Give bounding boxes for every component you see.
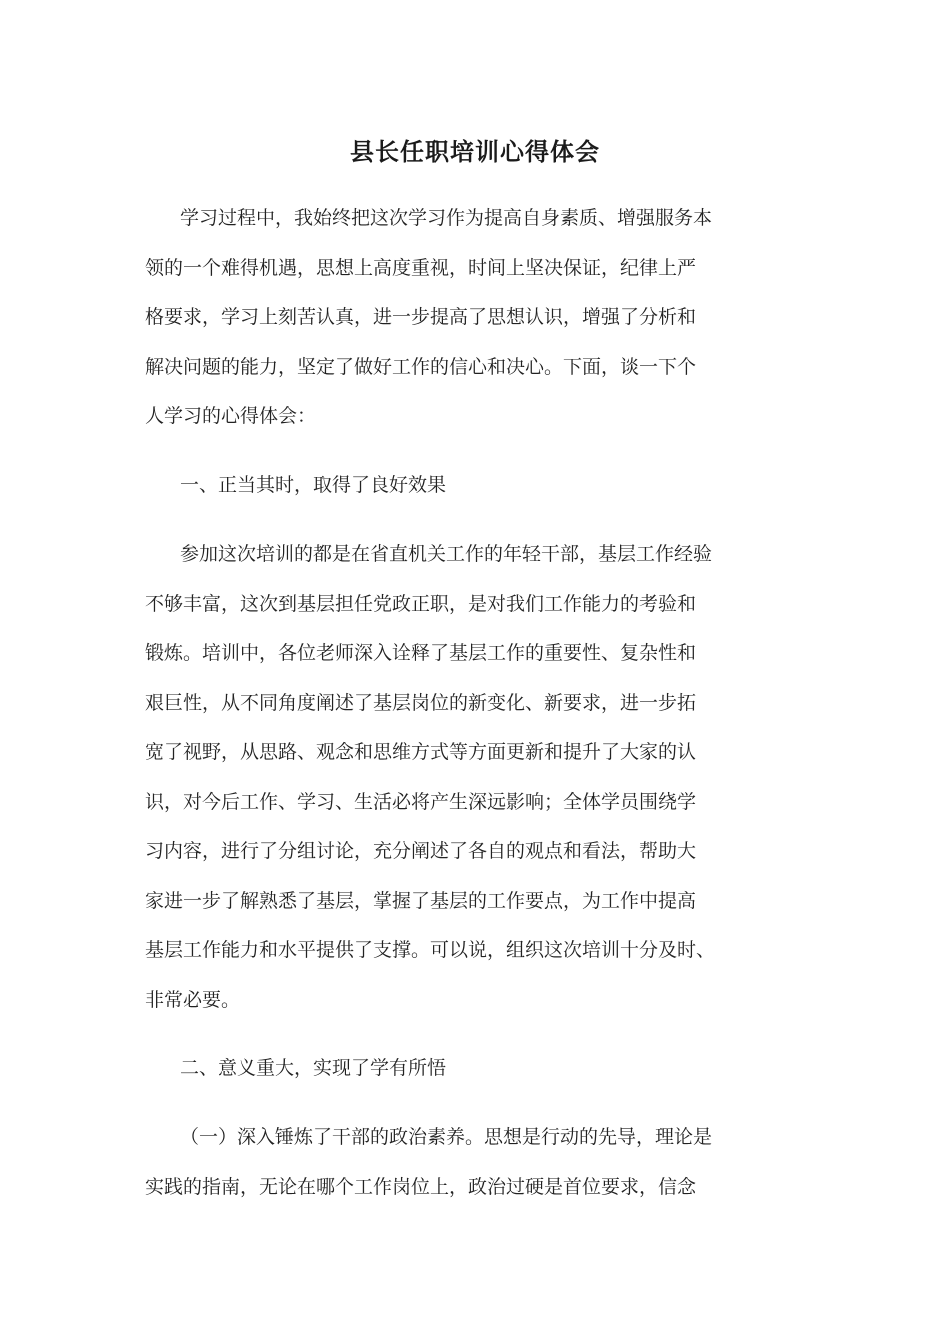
text-line: 学习过程中，我始终把这次学习作为提高自身素质、增强服务本 bbox=[180, 207, 713, 229]
text-line: 习内容，进行了分组讨论，充分阐述了各自的观点和看法，帮助大 bbox=[145, 840, 697, 862]
text-line: 家进一步了解熟悉了基层，掌握了基层的工作要点，为工作中提高 bbox=[145, 889, 697, 912]
text-line: （一）深入锤炼了干部的政治素养。思想是行动的先导，理论是 bbox=[180, 1126, 713, 1148]
text-line: 解决问题的能力，坚定了做好工作的信心和决心。下面，谈一下个 bbox=[145, 355, 697, 378]
text-line: 参加这次培训的都是在省直机关工作的年轻干部，基层工作经验 bbox=[180, 543, 713, 565]
text-line: 非常必要。 bbox=[145, 988, 241, 1011]
paragraph-training bbox=[145, 530, 807, 1025]
document-title: 县长任职培训心得体会 bbox=[350, 137, 600, 166]
section-heading-2 bbox=[145, 1044, 807, 1094]
paragraph-political bbox=[145, 1113, 807, 1212]
text-line: 艰巨性，从不同角度阐述了基层岗位的新变化、新要求，进一步拓 bbox=[145, 691, 697, 714]
text-line: 基层工作能力和水平提供了支撑。可以说，组织这次培训十分及时、 bbox=[145, 939, 716, 961]
text-line: 锻炼。培训中，各位老师深入诠释了基层工作的重要性、复杂性和 bbox=[145, 642, 697, 664]
text-line: 领的一个难得机遇，思想上高度重视，时间上坚决保证，纪律上严 bbox=[145, 256, 697, 279]
text-line: 人学习的心得体会： bbox=[145, 405, 317, 427]
text-line: 格要求，学习上刻苦认真，进一步提高了思想认识，增强了分析和 bbox=[145, 306, 697, 328]
text-line: 识，对今后工作、学习、生活必将产生深远影响；全体学员围绕学 bbox=[145, 790, 697, 813]
text-line: 实践的指南，无论在哪个工作岗位上，政治过硬是首位要求，信念 bbox=[145, 1175, 697, 1198]
paragraph-intro bbox=[145, 194, 807, 442]
section-heading-1 bbox=[145, 461, 807, 511]
heading-text: 一、正当其时，取得了良好效果 bbox=[180, 474, 447, 496]
text-line: 不够丰富，这次到基层担任党政正职，是对我们工作能力的考验和 bbox=[145, 592, 697, 615]
heading-text: 二、意义重大，实现了学有所悟 bbox=[180, 1057, 447, 1079]
text-line: 宽了视野，从思路、观念和思维方式等方面更新和提升了大家的认 bbox=[145, 741, 697, 763]
